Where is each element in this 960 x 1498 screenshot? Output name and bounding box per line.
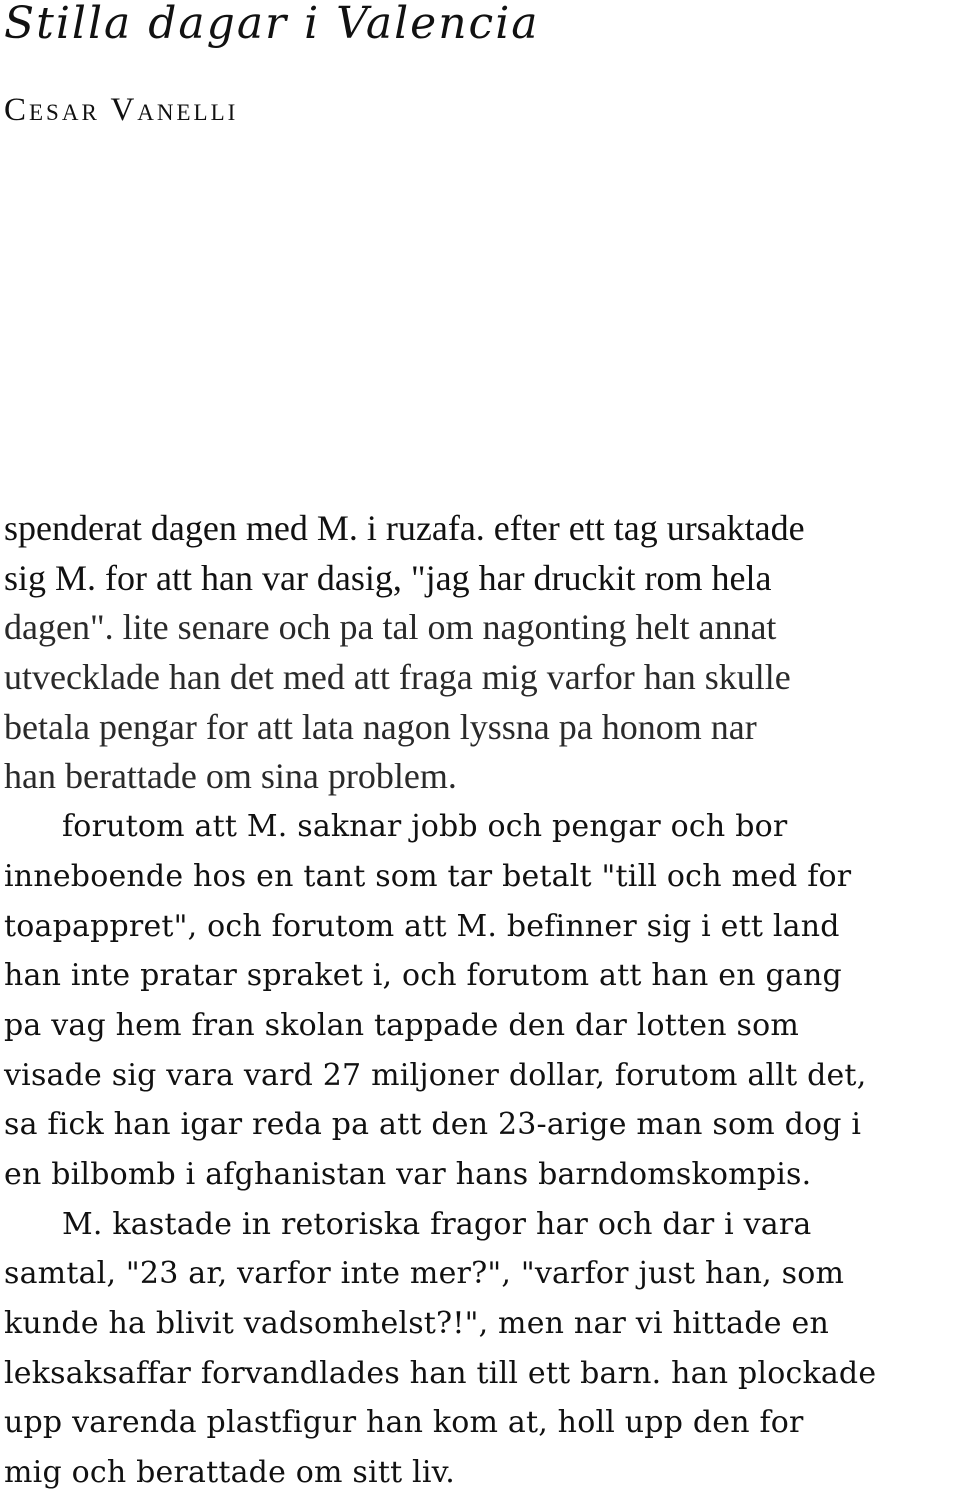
text-line: pa vag hem fran skolan tappade den dar lotten som	[4, 1007, 800, 1043]
text-line: samtal, "23 ar, varfor inte mer?", "varfor just han, som	[4, 1256, 845, 1292]
text-line: M. kastade in retoriska fragor har och dar i vara	[62, 1206, 812, 1242]
text-line: utvecklade han det med att fraga mig varfor han skulle	[4, 657, 791, 698]
text-line: sig M. for att han var dasig, "jag har druckit rom hela	[4, 557, 772, 598]
text-line: kunde ha blivit vadsomhelst?!", men nar vi hittade en	[4, 1306, 829, 1341]
text-line: han berattade om sina problem.	[4, 756, 457, 797]
author-name: Cesar Vanelli	[4, 92, 239, 128]
text-line: leksaksaffar forvandlades han till ett barn. han plockade	[4, 1355, 877, 1391]
text-line: toapappret", och forutom att M. befinner sig i ett land	[4, 908, 840, 944]
text-line: upp varenda plastfigur han kom at, holl upp den for	[4, 1405, 804, 1441]
text-line: mig och berattade om sitt liv.	[4, 1455, 455, 1491]
text-line: visade sig vara vard 27 miljoner dollar, forutom allt det,	[4, 1057, 867, 1093]
text-line: betala pengar for att lata nagon lyssna pa honom nar	[4, 706, 757, 747]
text-line: sa fick han igar reda pa att den 23-arige man som dog i	[4, 1107, 862, 1143]
text-line: spenderat dagen med M. i ruzafa. efter ett tag ursaktade	[4, 508, 805, 548]
text-line: forutom att M. saknar jobb och pengar och bor	[62, 809, 788, 845]
text-line: en bilbomb i afghanistan var hans barndomskompis.	[4, 1156, 812, 1192]
text-line: inneboende hos en tant som tar betalt "till och med for	[4, 858, 852, 894]
body-text	[4, 504, 960, 1498]
text-line: dagen". lite senare och pa tal om nagonting helt annat	[4, 607, 777, 648]
document-title: Stilla dagar i Valencia	[4, 0, 540, 49]
text-line: han inte pratar spraket i, och forutom att han en gang	[4, 958, 842, 994]
